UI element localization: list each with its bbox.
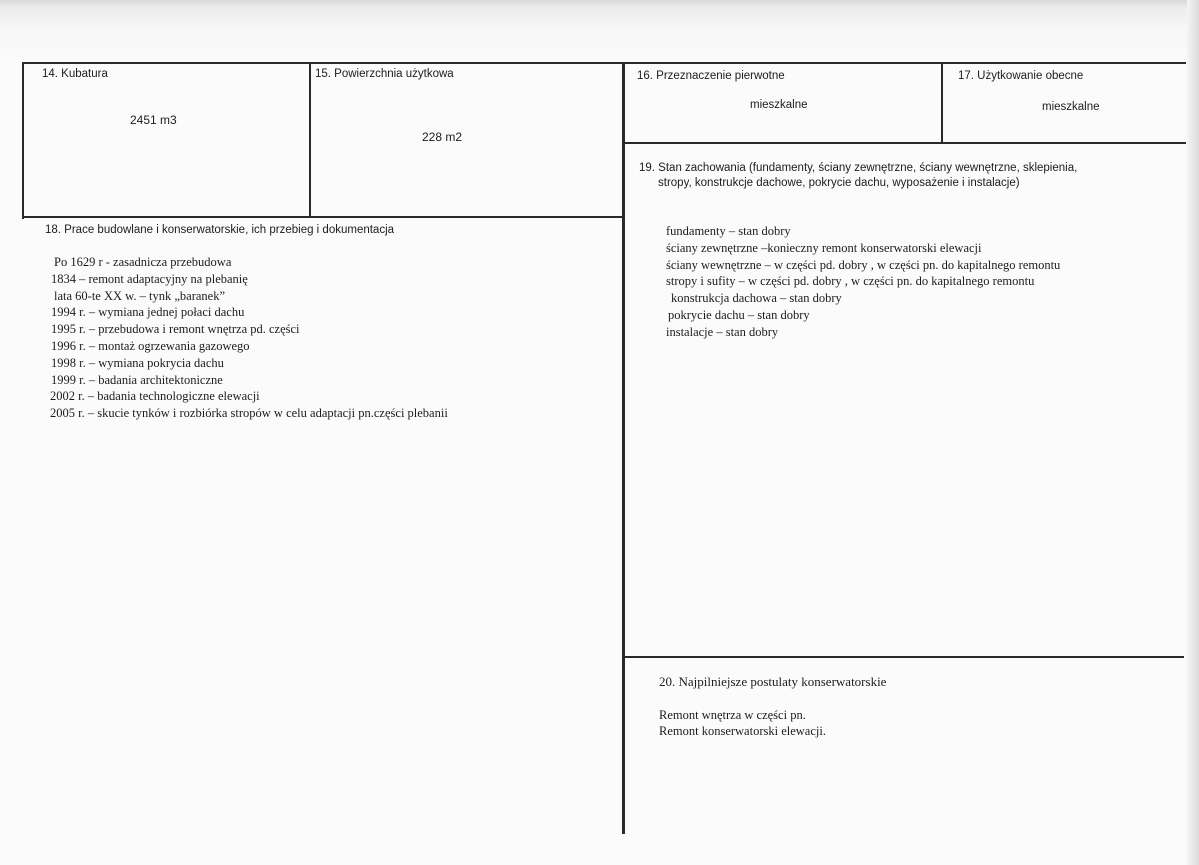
field-20-entry: Remont wnętrza w części pn.	[659, 708, 806, 722]
divider-14-15	[309, 62, 311, 217]
field-19-entry: stropy i sufity – w części pd. dobry , w części pn. do kapitalnego remontu	[666, 274, 1035, 289]
field-14-value: 2451 m3	[130, 113, 177, 127]
divider-row-14-18	[22, 216, 624, 218]
field-20-entries	[659, 707, 826, 739]
field-20-entry: Remont konserwatorski elewacji.	[659, 724, 826, 738]
field-17-value: mieszkalne	[1042, 101, 1100, 113]
field-19-entry: konstrukcja dachowa – stan dobry	[671, 291, 842, 306]
field-19-entry: instalacje – stan dobry	[666, 324, 779, 339]
scan-right-shadow	[1187, 0, 1199, 865]
field-18-entry: 2005 r. – skucie tynków i rozbiórka stropów w celu adaptacji pn.części plebanii	[50, 406, 448, 421]
field-19-label-line2: stropy, konstrukcje dachowe, pokrycie dachu, wyposażenie i instalacje)	[658, 177, 1020, 189]
scan-top-shadow	[0, 0, 1199, 60]
field-17-label: 17. Użytkowanie obecne	[958, 70, 1084, 82]
field-18-entry: 1998 r. – wymiana pokrycia dachu	[51, 355, 224, 370]
field-14-label: 14. Kubatura	[42, 68, 108, 80]
field-18-entry: Po 1629 r - zasadnicza przebudowa	[54, 255, 232, 269]
field-18-entry: 1996 r. – montaż ogrzewania gazowego	[51, 338, 250, 353]
field-19-entry: pokrycie dachu – stan dobry	[668, 307, 810, 322]
field-18-entry: 1834 – remont adaptacyjny na plebanię	[51, 271, 248, 286]
divider-row-16-19	[622, 142, 1186, 144]
field-18-entries	[48, 254, 448, 422]
field-18-entry: 1995 r. – przebudowa i remont wnętrza pd. części	[51, 322, 300, 337]
divider-row-19-20	[622, 656, 1184, 658]
main-vertical-divider	[622, 62, 625, 834]
field-19-entry: ściany wewnętrzne – w części pd. dobry , w części pn. do kapitalnego remontu	[666, 257, 1061, 272]
field-19-entry: ściany zewnętrzne –konieczny remont konserwatorski elewacji	[666, 240, 982, 255]
field-20-label: 20. Najpilniejsze postulaty konserwatorskie	[659, 674, 887, 689]
field-19-label-line1: 19. Stan zachowania (fundamenty, ściany zewnętrzne, ściany wewnętrzne, sklepienia,	[639, 162, 1078, 174]
field-15-value: 228 m2	[422, 130, 463, 144]
field-18-entry: 1999 r. – badania architektoniczne	[51, 372, 223, 387]
field-18-entry: 2002 r. – badania technologiczne elewacji	[50, 389, 260, 404]
field-15-label: 15. Powierzchnia użytkowa	[315, 68, 454, 80]
form-left-border	[22, 62, 24, 219]
field-19-entries	[666, 223, 1060, 341]
divider-16-17	[941, 62, 943, 144]
form-top-border	[22, 62, 1186, 64]
field-18-entry: 1994 r. – wymiana jednej połaci dachu	[51, 305, 245, 320]
field-16-value: mieszkalne	[750, 99, 808, 111]
field-16-label: 16. Przeznaczenie pierwotne	[637, 70, 785, 82]
field-18-entry: lata 60-te XX w. – tynk „baranek”	[54, 288, 225, 303]
field-18-label: 18. Prace budowlane i konserwatorskie, ich przebieg i dokumentacja	[45, 224, 395, 236]
field-19-entry: fundamenty – stan dobry	[666, 224, 791, 238]
